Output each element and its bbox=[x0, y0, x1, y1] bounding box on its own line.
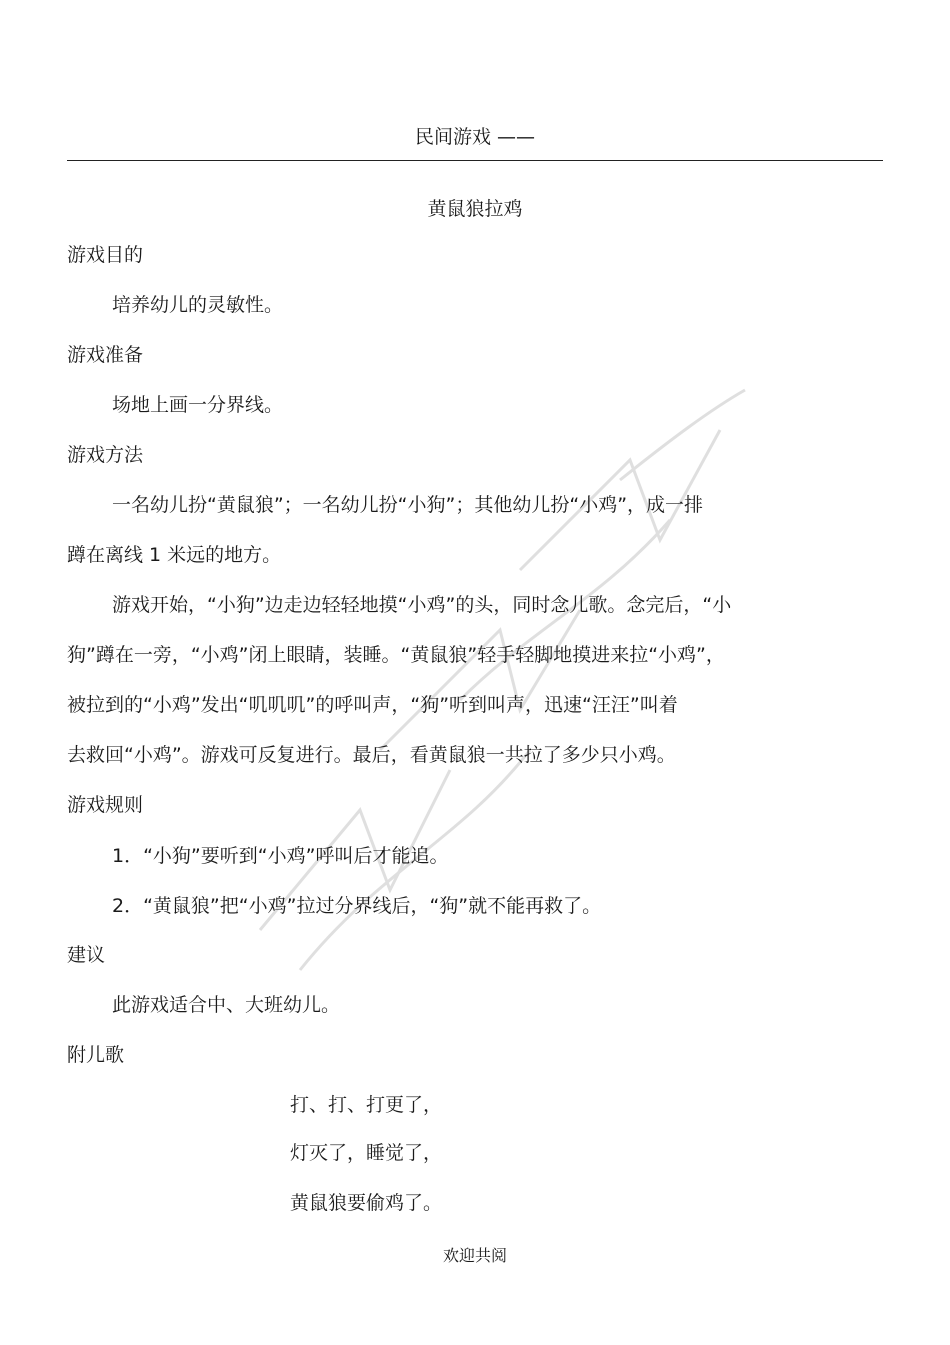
method-paragraph-2-line-4: 去救回“小鸡”。游戏可反复进行。最后，看黄鼠狼一共拉了多少只小鸡。 bbox=[67, 744, 676, 766]
purpose-text: 培养幼儿的灵敏性。 bbox=[112, 294, 284, 316]
document-title: 黄鼠狼拉鸡 bbox=[427, 198, 523, 220]
page-footer: 欢迎共阅 bbox=[442, 1246, 507, 1265]
method-paragraph-1-line-2: 蹲在离线 1 米远的地方。 bbox=[67, 544, 282, 566]
method-paragraph-2-line-1: 游戏开始，“小狗”边走边轻轻地摸“小鸡”的头，同时念儿歌。念完后，“小 bbox=[112, 594, 732, 616]
rule-item-1: 1．“小狗”要听到“小鸡”呼叫后才能追。 bbox=[112, 845, 449, 867]
rules-heading: 游戏规则 bbox=[67, 794, 144, 816]
song-line-1: 打、打、打更了， bbox=[290, 1094, 443, 1116]
prep-text: 场地上画一分界线。 bbox=[112, 394, 284, 416]
method-heading: 游戏方法 bbox=[67, 444, 144, 466]
page-header-title: 民间游戏 —— bbox=[414, 126, 536, 148]
song-heading: 附儿歌 bbox=[67, 1044, 125, 1066]
song-line-2: 灯灭了，睡觉了， bbox=[290, 1142, 443, 1164]
method-paragraph-1-line-1: 一名幼儿扮“黄鼠狼”；一名幼儿扮“小狗”；其他幼儿扮“小鸡”，成一排 bbox=[112, 494, 704, 516]
method-paragraph-2-line-3: 被拉到的“小鸡”发出“叽叽叽”的呼叫声，“狗”听到叫声，迅速“汪汪”叫着 bbox=[67, 694, 678, 716]
rule-item-2: 2．“黄鼠狼”把“小鸡”拉过分界线后，“狗”就不能再救了。 bbox=[112, 895, 602, 917]
header-divider bbox=[67, 160, 883, 161]
suggest-text: 此游戏适合中、大班幼儿。 bbox=[112, 994, 341, 1016]
method-paragraph-2-line-2: 狗”蹲在一旁，“小鸡”闭上眼睛，装睡。“黄鼠狼”轻手轻脚地摸进来拉“小鸡”， bbox=[67, 644, 725, 666]
prep-heading: 游戏准备 bbox=[67, 344, 144, 366]
purpose-heading: 游戏目的 bbox=[67, 244, 144, 266]
suggest-heading: 建议 bbox=[67, 944, 106, 966]
song-line-3: 黄鼠狼要偷鸡了。 bbox=[290, 1192, 443, 1214]
